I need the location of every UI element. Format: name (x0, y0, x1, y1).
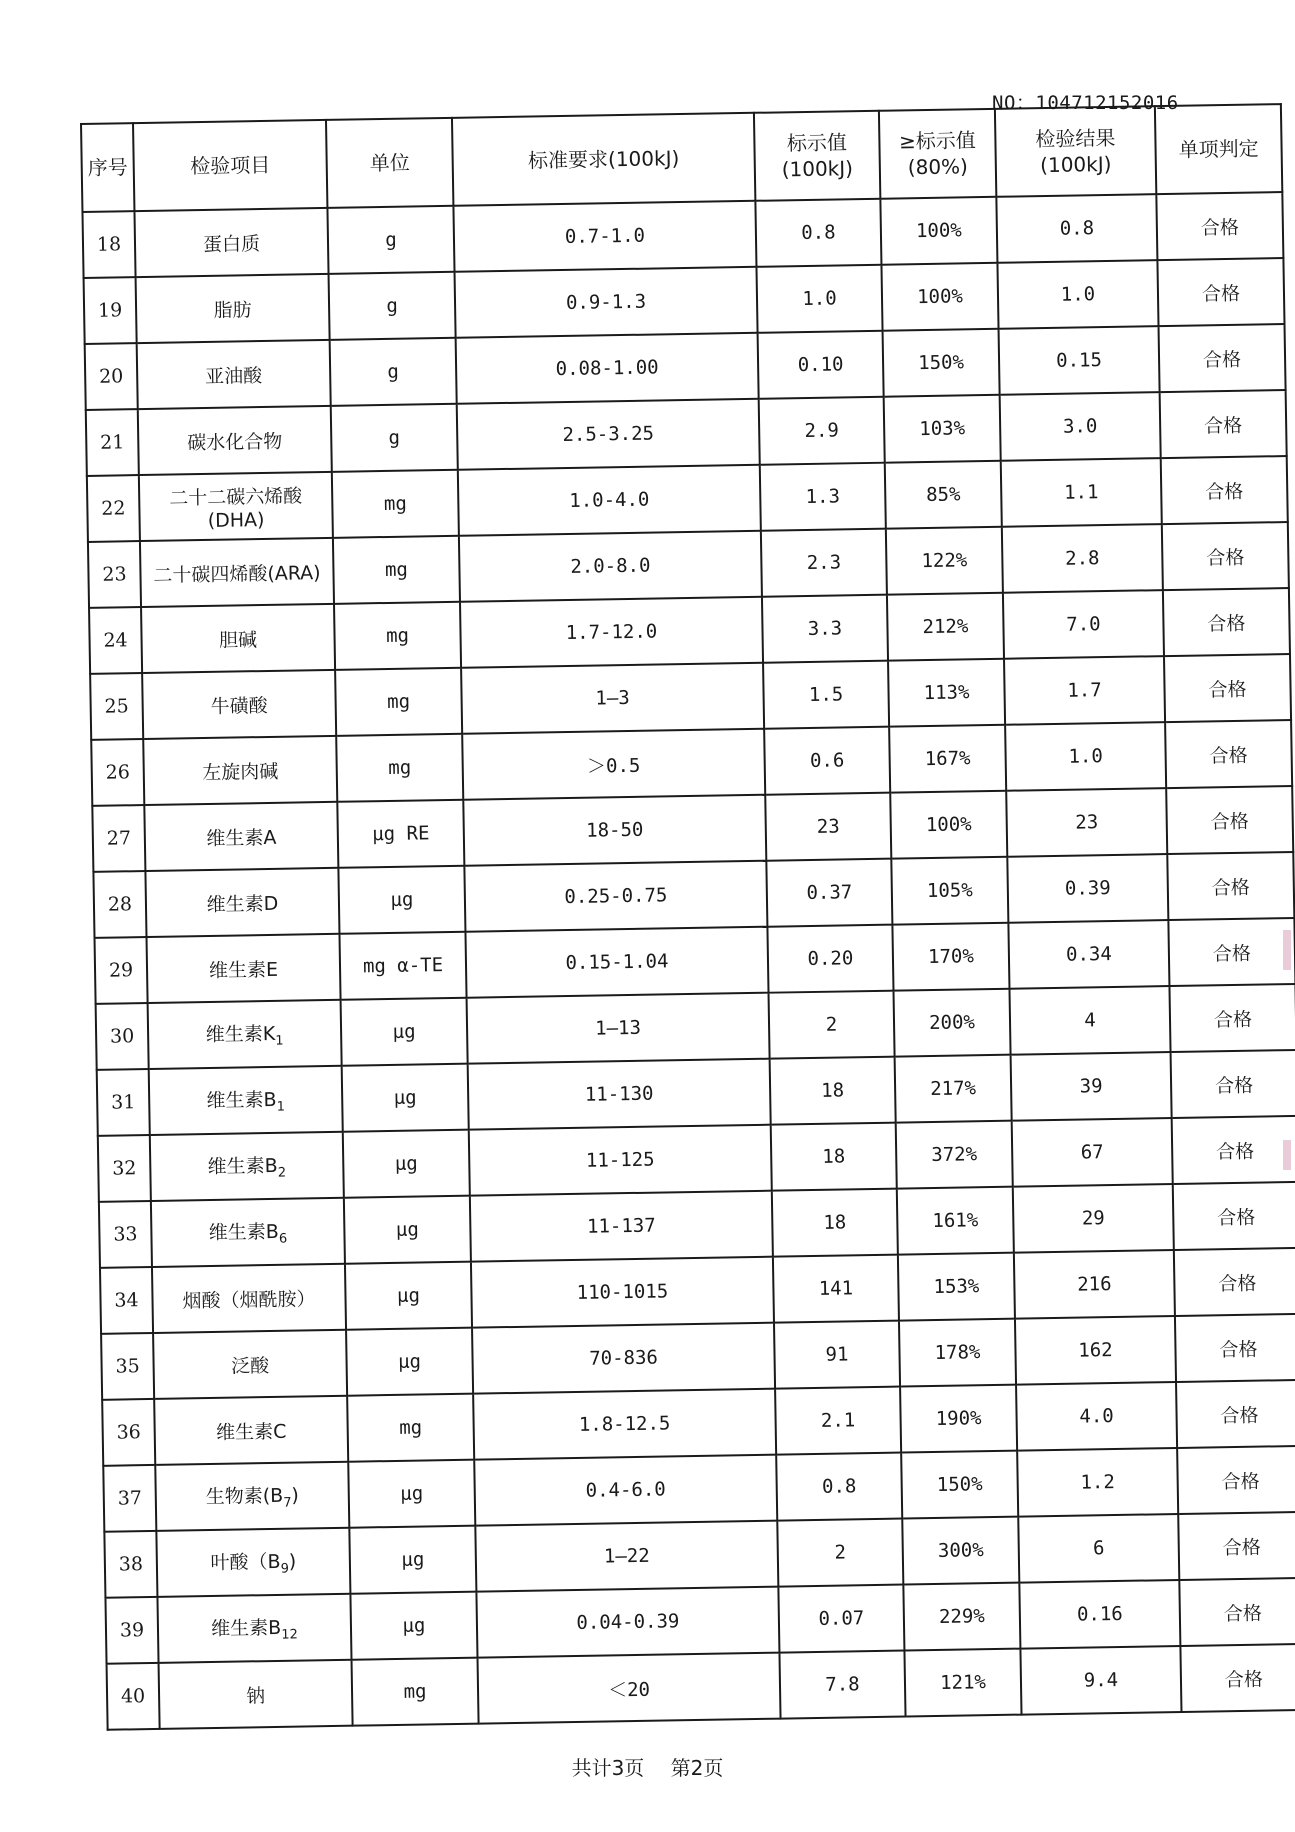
row-pct: 212% (887, 593, 1004, 661)
row-unit: μg (345, 1262, 472, 1330)
row-label-value: 2 (777, 1519, 903, 1587)
row-judgement: 合格 (1166, 786, 1293, 854)
row-judgement: 合格 (1172, 1116, 1295, 1184)
row-no: 27 (92, 805, 145, 872)
row-result: 0.8 (996, 194, 1157, 263)
row-item-text: 碳水化合物 (187, 430, 283, 454)
row-result: 1.1 (1001, 458, 1162, 527)
row-no: 37 (103, 1465, 156, 1532)
header-result: 检验结果 (100kJ) (995, 106, 1156, 197)
row-pct: 372% (896, 1121, 1013, 1189)
row-standard: 0.9-1.3 (455, 267, 758, 338)
row-item (148, 1000, 342, 1069)
row-item (153, 1330, 347, 1399)
row-item (138, 406, 332, 475)
row-judgement: 合格 (1174, 1248, 1295, 1316)
row-pct: 100% (881, 263, 998, 331)
row-unit: μg (350, 1592, 477, 1660)
row-standard: 1—22 (475, 1521, 778, 1592)
row-judgement: 合格 (1164, 654, 1291, 722)
row-result: 162 (1015, 1316, 1176, 1385)
row-no: 20 (85, 343, 138, 410)
row-unit: μg (338, 866, 465, 934)
row-pct: 178% (899, 1319, 1016, 1387)
row-label-value: 18 (770, 1057, 896, 1125)
row-pct: 113% (888, 659, 1005, 727)
row-item (137, 340, 331, 409)
row-result: 3.0 (1000, 392, 1161, 461)
row-unit: μg (346, 1328, 473, 1396)
row-item-text: 维生素E (208, 958, 279, 982)
row-standard: 0.7-1.0 (453, 201, 756, 272)
row-item (147, 934, 341, 1003)
row-judgement: 合格 (1168, 918, 1295, 986)
row-no: 18 (82, 211, 135, 278)
row-item (151, 1198, 345, 1267)
row-standard: 0.4-6.0 (474, 1455, 777, 1526)
row-judgement: 合格 (1180, 1644, 1295, 1712)
row-item-subscript: 7 (283, 1495, 292, 1511)
row-result: 29 (1013, 1184, 1174, 1253)
row-item (155, 1462, 349, 1531)
row-no: 26 (91, 739, 144, 806)
row-judgement: 合格 (1162, 522, 1289, 590)
row-label-value: 2.1 (775, 1387, 901, 1455)
page-footer (0, 1752, 1295, 1781)
row-no: 25 (90, 673, 143, 740)
row-pct: 229% (903, 1583, 1020, 1651)
row-result: 67 (1012, 1118, 1173, 1187)
row-unit: g (327, 206, 454, 274)
row-judgement: 合格 (1171, 1050, 1295, 1118)
row-no: 40 (107, 1663, 160, 1730)
row-label-value: 0.8 (776, 1453, 902, 1521)
row-unit: g (330, 338, 457, 406)
row-judgement: 合格 (1178, 1512, 1295, 1580)
row-pct: 217% (895, 1055, 1012, 1123)
row-unit: mg (352, 1658, 479, 1726)
row-result: 7.0 (1003, 590, 1164, 659)
row-label-value: 1.5 (763, 661, 889, 729)
row-label-value: 18 (771, 1123, 897, 1191)
row-judgement: 合格 (1163, 588, 1290, 656)
row-pct: 150% (901, 1451, 1018, 1519)
current-page: 第2页 (670, 1756, 724, 1780)
row-judgement: 合格 (1165, 720, 1292, 788)
row-judgement: 合格 (1169, 984, 1295, 1052)
header-item: 检验项目 (133, 120, 327, 211)
row-pct: 200% (893, 989, 1010, 1057)
row-label-value: 23 (765, 793, 891, 861)
row-label-value: 2.9 (759, 397, 885, 465)
row-item-tail: ) (288, 1550, 297, 1573)
row-item-subscript: 6 (278, 1231, 288, 1247)
row-item (150, 1132, 344, 1201)
row-item (134, 208, 328, 277)
row-label-value: 0.37 (766, 859, 892, 927)
row-item-text: 胆碱 (218, 628, 258, 652)
row-no: 39 (105, 1597, 158, 1664)
row-pct: 153% (898, 1253, 1015, 1321)
row-no: 31 (97, 1069, 150, 1136)
row-judgement: 合格 (1177, 1446, 1295, 1514)
row-no: 33 (99, 1201, 152, 1268)
row-item-text: 左旋肉碱 (202, 760, 279, 784)
row-standard: 110-1015 (471, 1257, 774, 1328)
row-unit: μg (349, 1526, 476, 1594)
row-item (145, 868, 339, 937)
row-standard: 2.5-3.25 (457, 399, 760, 470)
row-item-text: 维生素K (205, 1022, 276, 1047)
row-unit: mg (334, 602, 461, 670)
row-result: 9.4 (1020, 1646, 1181, 1715)
row-result: 1.0 (1005, 722, 1166, 791)
row-item (142, 670, 336, 739)
row-no: 19 (84, 277, 137, 344)
row-standard: 0.15-1.04 (465, 927, 768, 998)
row-judgement: 合格 (1173, 1182, 1295, 1250)
row-label-value: 7.8 (779, 1651, 905, 1719)
row-item-text: 维生素B (208, 1220, 279, 1245)
row-standard: 1.0-4.0 (458, 465, 761, 536)
row-standard: ＞0.5 (462, 729, 765, 800)
row-label-value: 18 (772, 1189, 898, 1257)
row-standard: 1.7-12.0 (460, 597, 763, 668)
row-no: 34 (100, 1267, 153, 1334)
row-item-text: 牛磺酸 (210, 694, 268, 718)
row-label-value: 141 (773, 1255, 899, 1323)
row-standard: 2.0-8.0 (459, 531, 762, 602)
row-unit: mg (335, 668, 462, 736)
row-unit: mg (336, 734, 463, 802)
row-item-text: 维生素A (206, 826, 277, 850)
header-pct-label: ≥标示值 (80%) (879, 109, 996, 199)
row-pct: 103% (884, 395, 1001, 463)
row-item-subscript: 12 (281, 1627, 299, 1643)
row-standard: ＜20 (477, 1653, 780, 1724)
row-item-subscript: 2 (277, 1165, 287, 1181)
row-label-value: 2 (769, 991, 895, 1059)
row-item-text: 叶酸（B (210, 1550, 281, 1575)
row-unit: μg (342, 1064, 469, 1132)
row-standard: 0.25-0.75 (464, 861, 767, 932)
row-item-subscript: 1 (276, 1099, 286, 1115)
row-item-text: 维生素B (206, 1088, 277, 1113)
row-judgement: 合格 (1157, 258, 1284, 326)
row-label-value: 91 (774, 1321, 900, 1389)
row-judgement: 合格 (1159, 324, 1286, 392)
row-no: 36 (102, 1399, 155, 1466)
row-item (144, 802, 338, 871)
row-judgement: 合格 (1175, 1314, 1295, 1382)
row-unit: μg (343, 1130, 470, 1198)
row-label-value: 0.20 (767, 925, 893, 993)
scan-edge-mark (0, 0, 60, 10)
row-label-value: 3.3 (762, 595, 888, 663)
row-item-text: 亚油酸 (205, 364, 263, 388)
row-no: 38 (104, 1531, 157, 1598)
inspection-table (80, 103, 1295, 1731)
row-no: 29 (95, 937, 148, 1004)
row-result: 6 (1018, 1514, 1179, 1583)
row-unit: mg (333, 536, 460, 604)
row-judgement: 合格 (1161, 456, 1288, 524)
row-no: 22 (87, 475, 140, 542)
row-item-text: 二十碳四烯酸(ARA) (153, 561, 321, 587)
row-item (157, 1594, 351, 1663)
row-result: 0.34 (1008, 920, 1169, 989)
row-label-value: 0.6 (764, 727, 890, 795)
row-unit: mg α-TE (339, 932, 466, 1000)
row-item-text: 维生素D (206, 892, 279, 916)
header-no: 序号 (81, 123, 134, 212)
row-label-value: 0.8 (755, 199, 881, 267)
row-item-text: 泛酸 (230, 1354, 270, 1378)
row-result: 2.8 (1002, 524, 1163, 593)
row-pct: 167% (889, 725, 1006, 793)
row-standard: 11-125 (469, 1125, 772, 1196)
row-standard: 1—3 (461, 663, 764, 734)
row-item (143, 736, 337, 805)
row-result: 4.0 (1016, 1382, 1177, 1451)
row-item-text: 蛋白质 (202, 232, 261, 256)
row-result: 0.16 (1019, 1580, 1180, 1649)
row-standard: 0.04-0.39 (476, 1587, 779, 1658)
row-standard: 18-50 (463, 795, 766, 866)
row-pct: 150% (883, 329, 1000, 397)
row-standard: 1.8-12.5 (473, 1389, 776, 1460)
edge-stain (1283, 1140, 1291, 1170)
header-unit: 单位 (326, 118, 453, 208)
row-item-text: 维生素B (207, 1154, 278, 1179)
row-no: 23 (88, 541, 141, 608)
table-body (82, 192, 1295, 1730)
row-no: 30 (96, 1003, 149, 1070)
row-item (156, 1528, 350, 1597)
row-item (159, 1660, 353, 1729)
row-result: 4 (1009, 986, 1170, 1055)
row-unit: μg RE (337, 800, 464, 868)
row-judgement: 合格 (1176, 1380, 1295, 1448)
row-unit: mg (332, 470, 459, 538)
row-label-value: 0.07 (778, 1585, 904, 1653)
row-unit: mg (347, 1394, 474, 1462)
row-item (139, 472, 333, 541)
row-standard: 11-137 (470, 1191, 773, 1262)
row-item (136, 274, 330, 343)
edge-stain (1283, 930, 1291, 970)
header-standard: 标准要求(100kJ) (452, 113, 755, 206)
row-pct: 100% (880, 197, 997, 265)
row-item (140, 538, 334, 607)
row-no: 24 (89, 607, 142, 674)
report-sheet (80, 103, 1295, 1731)
row-pct: 100% (890, 791, 1007, 859)
row-judgement: 合格 (1179, 1578, 1295, 1646)
row-item-text: 脂肪 (213, 298, 252, 322)
row-pct: 121% (904, 1649, 1021, 1717)
total-pages: 共计3页 (571, 1756, 645, 1780)
row-pct: 85% (885, 461, 1002, 529)
row-item-tail: ) (291, 1484, 300, 1507)
row-item (152, 1264, 346, 1333)
row-result: 216 (1014, 1250, 1175, 1319)
row-pct: 300% (902, 1517, 1019, 1585)
document-number: NO：104712152016 (992, 92, 1179, 114)
row-label-value: 1.3 (760, 463, 886, 531)
row-item-text: 钠 (245, 1684, 266, 1707)
row-item (141, 604, 335, 673)
row-standard: 0.08-1.00 (456, 333, 759, 404)
row-pct: 190% (900, 1385, 1017, 1453)
row-item-subscript: 1 (275, 1033, 284, 1049)
header-judgement: 单项判定 (1155, 104, 1282, 194)
row-pct: 105% (891, 857, 1008, 925)
row-standard: 70-836 (472, 1323, 775, 1394)
row-unit: μg (344, 1196, 471, 1264)
row-pct: 161% (897, 1187, 1014, 1255)
row-item-text: 烟酸（烟酰胺） (182, 1287, 316, 1312)
row-pct: 170% (892, 923, 1009, 991)
row-no: 28 (93, 871, 146, 938)
row-label-value: 1.0 (756, 265, 882, 333)
row-unit: μg (348, 1460, 475, 1528)
row-no: 35 (101, 1333, 154, 1400)
row-judgement: 合格 (1156, 192, 1283, 260)
row-result: 1.7 (1004, 656, 1165, 725)
header-label-value: 标示值 (100kJ) (754, 111, 880, 201)
row-judgement: 合格 (1167, 852, 1294, 920)
row-no: 21 (86, 409, 139, 476)
row-item-subscript: 9 (280, 1561, 290, 1577)
row-item (149, 1066, 343, 1135)
row-item-text: 维生素B (211, 1616, 282, 1641)
row-standard: 1—13 (467, 993, 770, 1064)
row-result: 1.0 (997, 260, 1158, 329)
row-result: 0.39 (1007, 854, 1168, 923)
row-item-text: 维生素C (215, 1420, 287, 1444)
row-result: 1.2 (1017, 1448, 1178, 1517)
row-standard: 11-130 (468, 1059, 771, 1130)
row-label-value: 2.3 (761, 529, 887, 597)
row-unit: g (331, 404, 458, 472)
row-item (154, 1396, 348, 1465)
row-label-value: 0.10 (758, 331, 884, 399)
row-item-text: 二十二碳六烯酸 (DHA) (169, 484, 303, 532)
row-no: 32 (98, 1135, 151, 1202)
row-unit: g (329, 272, 456, 340)
row-item-text: 生物素(B (205, 1484, 284, 1509)
row-judgement: 合格 (1160, 390, 1287, 458)
row-result: 39 (1011, 1052, 1172, 1121)
row-result: 0.15 (999, 326, 1160, 395)
row-unit: μg (341, 998, 468, 1066)
row-result: 23 (1006, 788, 1167, 857)
row-pct: 122% (886, 527, 1003, 595)
